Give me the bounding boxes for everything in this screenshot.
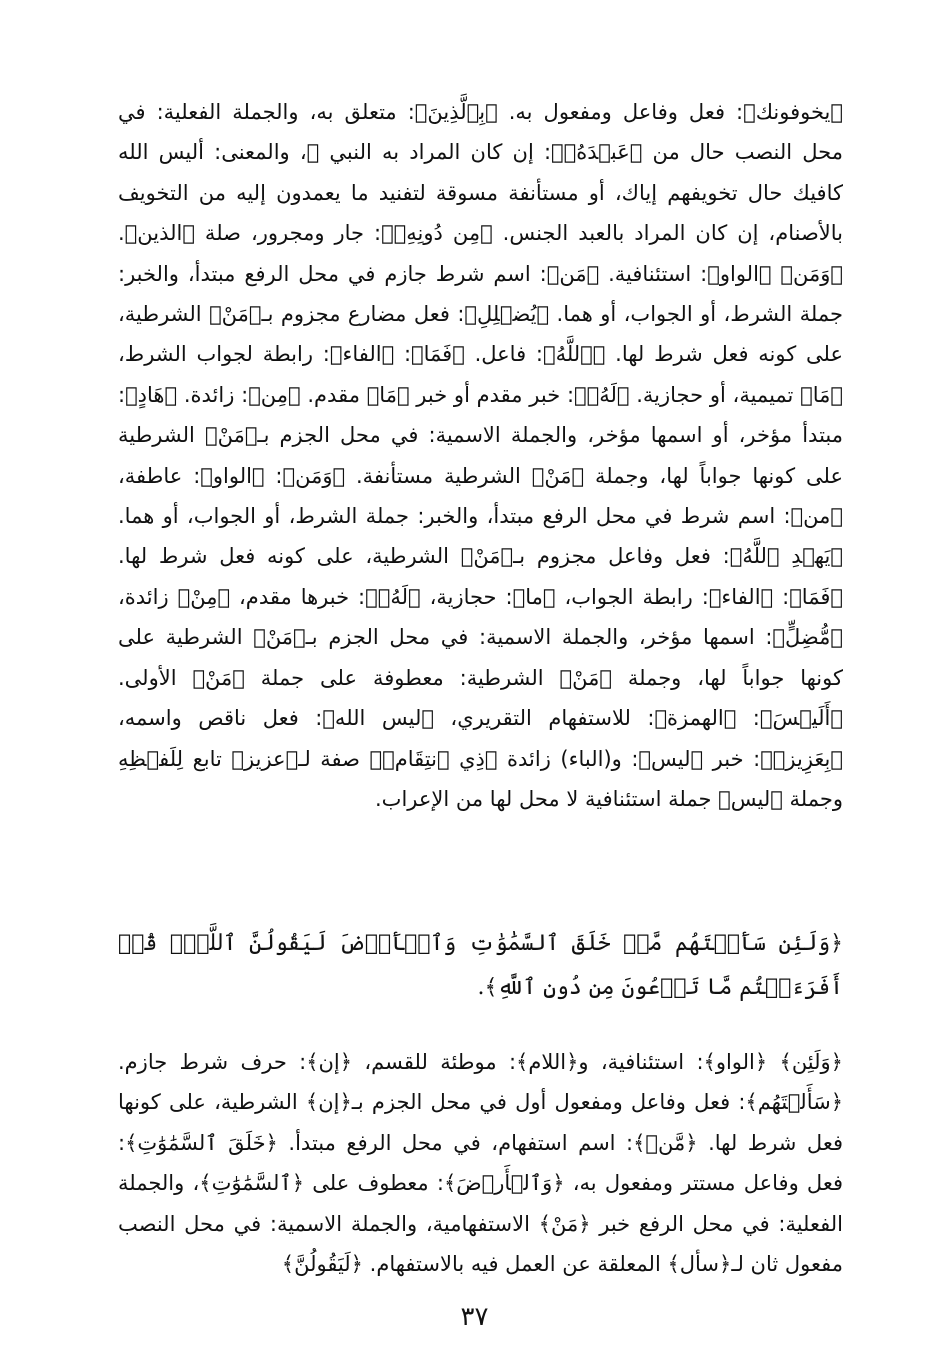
commentary-paragraph-2: ﴿وَلَئِن﴾ ﴿الواو﴾: استئنافية، و﴿اللام﴾: موطئة للقسم، ﴿إن﴾: حرف شرط جازم. ﴿سَأَلۡتَهُم﴾: فعل وفاعل ومفعول أول في محل الجزم بـ﴿إن﴾ الشرطية، على كونها فعل شرط لها. ﴿مَّنۡ﴾: اسم استفهام، في محل الرفع مبتدأ. ﴿خَلَقَ ٱلسَّمَٰوَٰتِ﴾: فعل وفاعل مستتر ومفعول به، ﴿وَٱلۡأَرۡضَ﴾: معطوف على ﴿ٱلسَّمَٰوَٰتِ﴾، والجملة الفعلية: في محل الرفع خبر ﴿مَنْ﴾ الاستفهامية، والجملة الاسمية: في محل النصب مفعول ثان لـ﴿سأل﴾ المعلقة عن العمل فيه بالاستفهام. ﴿لَيَقُولُنَّ﴾: [118, 1050, 843, 1277]
quran-verse: ﴿وَلَئِن سَأَلۡتَهُم مَّنۡ خَلَقَ ٱلسَّمَٰوَٰتِ وَٱلۡأَرۡضَ لَيَقُولُنَّ ٱللَّهُۚ قُلۡ أَفَرَءَيۡتُم مَّا تَدۡعُونَ مِن دُونِ ٱللَّهِ﴾.: [118, 931, 843, 1000]
commentary-paragraph-1: ﴿يخوفونك﴾: فعل وفاعل ومفعول به. ﴿بِٱلَّذِينَ﴾: متعلق به، والجملة الفعلية: في محل النصب حال من ﴿عَبۡدَهُۥ﴾: إن كان المراد به النبي ﷺ، والمعنى: أليس الله كافيك حال تخويفهم إياك، أو مستأنفة مسوقة لتفنيد ما يعمدون إليه من التخويف بالأصنام، إن كان المراد بالعبد الجنس. ﴿مِن دُونِهِۦ﴾: جار ومجرور، صلة ﴿الذين﴾. ﴿وَمَن﴾ ﴿الواو﴾: استئنافية. ﴿مَن﴾: اسم شرط جازم في محل الرفع مبتدأ، والخبر: جملة الشرط، أو الجواب، أو هما. ﴿يُضۡلِلِ﴾: فعل مضارع مجزوم بـ﴿مَنْ﴾ الشرطية، على كونه فعل شرط لها. ﴿ٱللَّهُ﴾: فاعل. ﴿فَمَا﴾: ﴿الفاء﴾: رابطة لجواب الشرط، ﴿مَا﴾ تميمية، أو حجازية. ﴿لَهُۥ﴾: خبر مقدم أو خبر ﴿مَا﴾ مقدم. ﴿مِن﴾: زائدة. ﴿هَادٍ﴾: مبتدأ مؤخر، أو اسمها مؤخر، والجملة الاسمية: في محل الجزم بـ﴿مَنْ﴾ الشرطية على كونها جواباً لها، وجملة ﴿مَنْ﴾ الشرطية مستأنفة. ﴿وَمَن﴾: ﴿الواو﴾: عاطفة، ﴿من﴾: اسم شرط في محل الرفع مبتدأ، والخبر: جملة الشرط، أو الجواب، أو هما. ﴿يَهۡدِ ٱللَّهُ﴾: فعل وفاعل مجزوم بـ﴿مَنْ﴾ الشرطية، على كونه فعل شرط لها. ﴿فَمَا﴾: ﴿الفاء﴾: رابطة الجواب، ﴿ما﴾: حجازية، ﴿لَهُۥ﴾: خبرها مقدم، ﴿مِنْ﴾ زائدة، ﴿مُّضِلٍّ﴾: اسمها مؤخر، والجملة الاسمية: في محل الجزم بـ﴿مَنْ﴾ الشرطية على كونها جواباً لها، وجملة ﴿مَنْ﴾ الشرطية: معطوفة على جملة ﴿مَنْ﴾ الأولى. ﴿أَلَيۡسَ﴾: ﴿الهمزة﴾: للاستفهام التقريري، ﴿ليس الله﴾: فعل ناقص واسمه، ﴿بِعَزِيزٖ﴾: خبر ﴿ليس﴾: و(الباء) زائدة ﴿ذِي ٱنتِقَامٖ﴾ صفة لـ﴿عزيز﴾ تابع لِلَفۡظِهِ وجملة ﴿ليس﴾ جملة استئنافية لا محل لها من الإعراب.: [118, 100, 843, 811]
page-body: [118, 92, 843, 1332]
page-number: ٣٧: [460, 1302, 489, 1332]
